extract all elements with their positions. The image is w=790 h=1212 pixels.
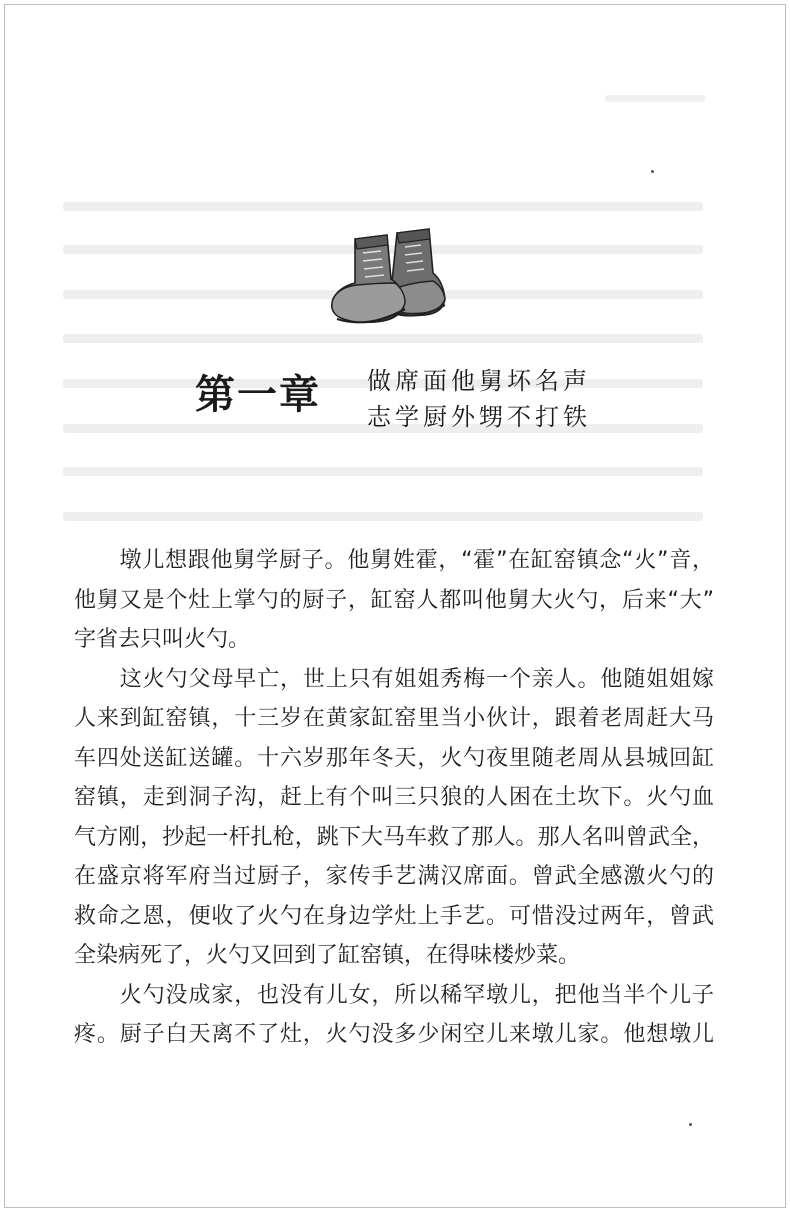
- boots-illustration: [325, 221, 453, 333]
- print-speck: [651, 170, 654, 173]
- bleed-through-line: [63, 202, 703, 211]
- subtitle-line-1: 做席面他舅坏名声: [367, 367, 591, 395]
- text-line: 他舅又是个灶上掌勺的厨子，缸窑人都叫他舅大火勺，后来“大”: [74, 587, 714, 613]
- text-line: 这火勺父母早亡，世上只有姐姐秀梅一个亲人。他随姐姐嫁: [74, 666, 714, 692]
- chapter-subtitle: [367, 363, 591, 435]
- subtitle-line-2: 志学厨外甥不打铁: [367, 403, 591, 431]
- text-line: 在盛京将军府当过厨子，家传手艺满汉席面。曾武全感激火勺的: [74, 864, 714, 889]
- text-line: 人来到缸窑镇，十三岁在黄家缸窑里当小伙计，跟着老周赶大马: [74, 706, 714, 731]
- paragraph-1: [74, 541, 714, 660]
- text-line: 气方刚，抄起一杆扎枪，跳下大马车救了那人。那人名叫曾武全，: [74, 824, 714, 850]
- text-line: 墩儿想跟他舅学厨子。他舅姓霍，“霍”在缸窑镇念“火”音，: [74, 548, 714, 573]
- paragraph-3: [74, 976, 714, 1055]
- bleed-through-line: [63, 334, 703, 343]
- book-page: [4, 4, 786, 1208]
- bleed-through-line: [63, 512, 703, 521]
- text-line: 疼。厨子白天离不了灶，火勺没多少闲空儿来墩儿家。他想墩儿: [74, 1022, 714, 1047]
- bleed-through-line: [63, 467, 703, 476]
- text-line: 字省去只叫火勺。: [74, 627, 251, 652]
- text-line: 救命之恩，便收了火勺在身边学灶上手艺。可惜没过两年，曾武: [74, 903, 714, 929]
- bleed-through-header: [605, 95, 705, 102]
- text-line: 火勺没成家，也没有儿女，所以稀罕墩儿，把他当半个儿子: [74, 982, 714, 1008]
- chapter-title: 第一章: [195, 371, 321, 418]
- body-text: [74, 541, 714, 1055]
- text-line: 车四处送缸送罐。十六岁那年冬天，火勺夜里随老周从县城回缸: [74, 745, 714, 771]
- paragraph-2: [74, 660, 714, 976]
- print-speck: [689, 1123, 692, 1126]
- text-line: 全染病死了，火勺又回到了缸窑镇，在得味楼炒菜。: [74, 943, 581, 968]
- text-line: 窑镇，走到洞子沟，赶上有个叫三只狼的人困在土坎下。火勺血: [74, 785, 714, 810]
